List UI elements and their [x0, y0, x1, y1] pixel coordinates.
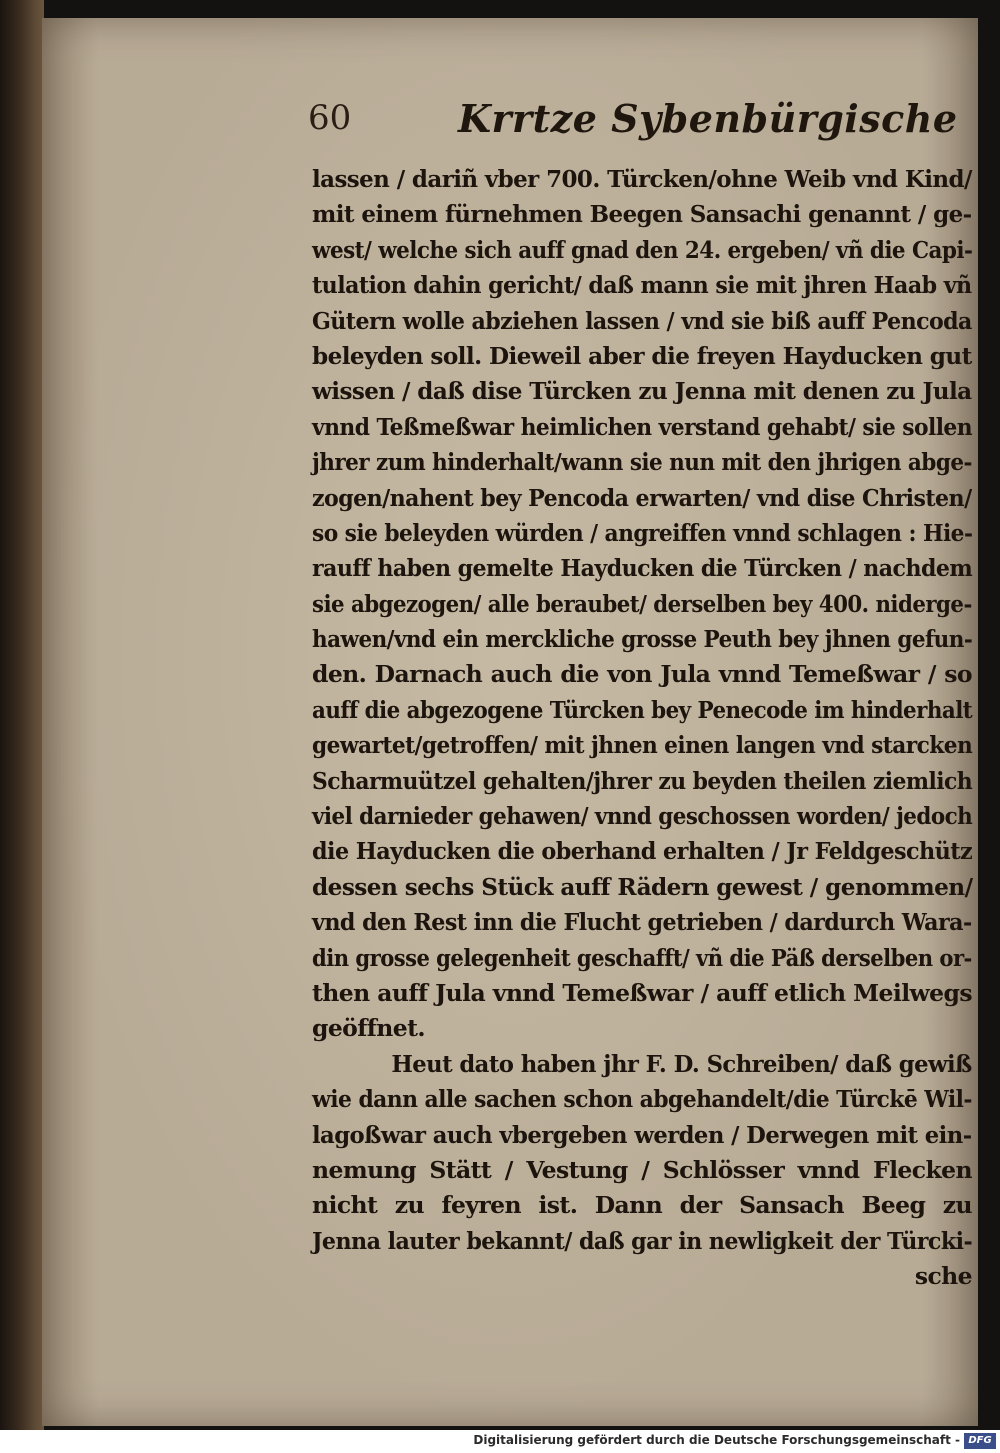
text-line: vnnd Teßmeßwar heimlichen verstand gehabt/ sie sollen	[312, 412, 973, 441]
body-text	[312, 162, 972, 1295]
text-line: then auff Jula vnnd Temeßwar / auff etlich Meilwegs	[312, 978, 972, 1007]
text-line: so sie beleyden würden / angreiffen vnnd schlagen : Hie-	[312, 518, 973, 547]
text-line: Gütern wolle abziehen lassen / vnd sie biß auff Pencoda	[312, 306, 972, 335]
text-line: gewartet/getroffen/ mit jhnen einen langen vnd starcken	[312, 731, 973, 760]
text-line: sche	[914, 1262, 972, 1291]
text-line: tulation dahin gericht/ daß mann sie mit jhren Haab vñ	[312, 271, 972, 300]
text-line: beleyden soll. Dieweil aber die freyen Hayducken gut	[312, 341, 972, 370]
text-line: lassen / dariñ vber 700. Türcken/ohne Weib vnd Kind/	[312, 165, 972, 193]
text-line: vnd den Rest inn die Flucht getrieben / dardurch Wara-	[312, 908, 972, 937]
text-line: mit einem fürnehmen Beegen Sansachi genannt / ge-	[312, 200, 972, 229]
running-head	[308, 96, 958, 158]
text-line: din grosse gelegenheit geschafft/ vñ die Päß derselben or-	[312, 943, 972, 972]
text-line: sie abgezogen/ alle beraubet/ derselben bey 400. niderge-	[312, 589, 972, 618]
text-line: Scharmuützel gehalten/jhrer zu beyden theilen ziemlich	[312, 766, 973, 795]
text-line: zogen/nahent bey Pencoda erwarten/ vnd dise Christen/	[312, 483, 972, 512]
text-line: dessen sechs Stück auff Rädern gewest / genommen/	[312, 872, 973, 901]
book-binding-edge	[0, 0, 44, 1430]
text-line: nemung Stätt / Vestung / Schlösser vnnd Flecken	[312, 1155, 972, 1184]
text-line: geöffnet.	[312, 1014, 425, 1043]
footer-bar	[0, 1430, 1000, 1453]
text-line: jhrer zum hinderhalt/wann sie nun mit den jhrigen abge-	[312, 448, 972, 477]
dfg-logo: DFG	[964, 1433, 996, 1449]
text-line: rauff haben gemelte Hayducken die Türcken / nachdem	[312, 554, 973, 583]
text-line: wissen / daß dise Türcken zu Jenna mit denen zu Jula	[312, 377, 972, 406]
text-line: den. Darnach auch die von Jula vnnd Temeßwar / so	[312, 660, 972, 689]
text-line: die Hayducken die oberhand erhalten / Jr Feldgeschütz	[312, 837, 973, 866]
text-line: west/ welche sich auff gnad den 24. ergeben/ vñ die Capi-	[312, 235, 973, 264]
text-line: nicht zu feyren ist. Dann der Sansach Beeg zu	[312, 1191, 972, 1220]
text-line: viel darnieder gehawen/ vnnd geschossen worden/ jedoch	[312, 802, 973, 831]
page-number: 60	[308, 98, 352, 138]
text-line: hawen/vnd ein merckliche grosse Peuth bey jhnen gefun-	[312, 625, 973, 654]
text-line: wie dann alle sachen schon abgehandelt/die Türckē Wil-	[312, 1085, 972, 1114]
footer-credit: Digitalisierung gefördert durch die Deutsche Forschungsgemeinschaft -	[473, 1433, 960, 1447]
text-line: auff die abgezogene Türcken bey Penecode im hinderhalt	[312, 695, 973, 724]
text-line: Heut dato haben jhr F. D. Schreiben/ daß gewiß	[391, 1049, 972, 1078]
text-line: lagoßwar auch vbergeben werden / Derwegen mit ein-	[312, 1120, 972, 1149]
text-line: Jenna lauter bekannt/ daß gar in newligkeit der Türcki-	[312, 1226, 973, 1255]
running-title: Krrtze Sybenbürgische	[458, 96, 958, 141]
